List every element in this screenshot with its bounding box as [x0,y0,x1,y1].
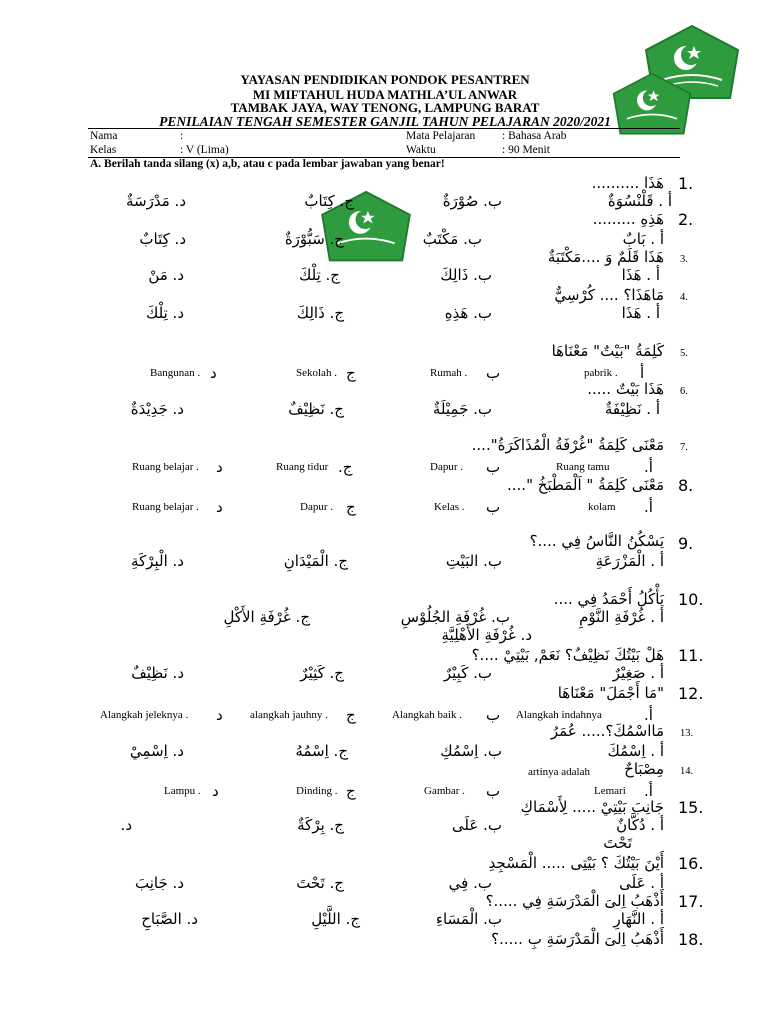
option-a: أ . قَلْنْسُوَةٌ [607,192,672,210]
question-number: 14. [680,766,694,777]
option-c: ج. غُرْفَةِ الأَكْلِ [223,608,310,626]
question-number: 5. [680,348,688,359]
option-c-letter: ج [346,498,356,516]
option-c: ج. اللَّيْلِ [311,910,360,928]
option-b-letter: ب [486,498,501,516]
option-d: Ruang belajar . [132,501,199,513]
option-a: أ . عَلَى [619,874,664,892]
option-b: Rumah . [430,367,468,379]
option-d-text: تَحْتَ [603,834,632,852]
option-c: alangkah jauhny . [250,709,328,721]
question-text: جَانِبَ بَيْتِيْ ..... لِأَسْمَاكِ [520,798,664,816]
option-a-letter: أ. [644,782,653,800]
option-b: ب. الْمَسَاءِ [435,910,502,928]
question-number: 11. [678,646,704,665]
question-text: مَااسْمُكَ؟..... عُمَرُ [550,722,664,740]
question-number: 15. [678,798,704,817]
question-number: 4. [680,292,688,303]
option-c: Sekolah . [296,367,337,379]
question-text: يَأْكُلُ أَحْمَدُ فِي .... [553,590,664,608]
question-text: يَسْكُنُ النَّاسُ فِي ....؟ [529,532,664,550]
option-d-letter: د [210,364,217,382]
question-text: هَذِهِ ......... [592,210,664,228]
option-c: ج. سَبُّوْرَةٌ [284,230,344,248]
kelas-value: : V (Lima) [180,144,229,156]
option-b-letter: ب [486,364,501,382]
question-number: 16. [678,854,704,873]
option-d: Alangkah jeleknya . [100,709,189,721]
option-a-letter: أ [640,364,645,382]
option-a: أ . نَظِيْفَةٌ [604,400,660,418]
option-a: أ . هَذَا [621,304,660,322]
option-d: د. كِتَابٌ [139,230,186,248]
header-address: TAMBAK JAYA, WAY TENONG, LAMPUNG BARAT [230,100,540,115]
question-text: أَذْهَبُ اِلىَ الْمَدْرَسَةِ فِي .....؟ [485,892,664,910]
option-d: د. نَظِيْفٌ [131,664,184,682]
option-a: أ . الْمَزْرَعَةِ [595,552,664,570]
option-c: Dinding . [296,785,338,797]
option-d-letter: د [216,706,223,724]
option-b: Dapur . [430,461,463,473]
question-text: "مَا أَجْمَلَ" مَعْنَاهَا [557,684,664,702]
option-d-letter: د [216,498,223,516]
option-b: ب. عَلَى [451,816,502,834]
option-c-letter: ج [346,364,356,382]
option-b: Kelas . [434,501,465,513]
question-number: 3. [680,254,688,265]
option-c: Dapur . [300,501,333,513]
option-d: Ruang belajar . [132,461,199,473]
question-text: مَعْنَى كَلِمَةُ " اَلْمَطْبَخُ ".... [507,476,664,494]
option-c: ج. كِتَابٌ [304,192,354,210]
option-a: أ . بَابٌ [622,230,664,248]
question-number: 10. [678,590,704,609]
option-c-letter: ج [346,782,356,800]
question-text: مِصْبَاحٌ [624,760,664,778]
option-d: د. تِلْكَ [146,304,184,322]
option-a: أ . دُكَّانٌ [616,816,664,834]
option-a: أ . صَغِيْرٌ [612,664,664,682]
option-b: ب. ذَالِكَ [440,266,492,284]
option-d-letter: د [216,458,223,476]
option-a: Alangkah indahnya [516,709,602,721]
nama-label: Nama [90,130,118,142]
option-d: د. غُرْفَةِ الأَهْلِيَّةِ [441,626,532,644]
question-text: هَذَا قَلَمٌ وَ ....مَكْتَبَةٌ [547,248,664,266]
option-b: ب. فِي [448,874,492,892]
option-b: ب. غُرْفَةِ الجُلُوْسِ [400,608,510,626]
option-c: ج. بِرْكَةٌ [297,816,344,834]
option-d: د. جَانِبَ [135,874,184,892]
option-c: ج. كَثِيْرٌ [300,664,344,682]
option-c: ج. الْمَيْدَانِ [283,552,348,570]
option-b: Gambar . [424,785,465,797]
question-text: أَيْنَ بَيْتُكَ ؟ بَيْتِى ..... الْمَسْجِدِ [488,854,664,872]
option-d: د. الْبِرْكَةِ [131,552,184,570]
option-b-letter: ب [486,458,501,476]
question-number: 9. [678,534,694,553]
option-b: ب. جَمِيْلَةٌ [432,400,492,418]
header-foundation: YAYASAN PENDIDIKAN PONDOK PESANTREN [240,72,530,87]
option-d-letter: د [212,782,219,800]
mapel-label: Mata Pelajaran [406,130,476,142]
option-a: أ . هَذَا [621,266,660,284]
question-text: كَلِمَةُ "بَيْتٌ" مَعْنَاهَا [551,342,664,360]
option-b: ب. كَبِيْرٌ [443,664,492,682]
question-number: 18. [678,930,704,949]
option-a: pabrik . [584,367,618,379]
option-b: Alangkah baik . [392,709,462,721]
question-number: 7. [680,442,688,453]
option-c: ج. تِلْكَ [298,266,340,284]
option-d: د. مَنْ [148,266,184,284]
option-b: ب. اِسْمُكِ [440,742,502,760]
option-a: أ . غُرْفَةِ النَّوْمِ [579,608,664,626]
kelas-label: Kelas [90,144,117,156]
option-a: kolam [588,501,616,513]
question-number: 17. [678,892,704,911]
option-b-letter: ب [486,706,501,724]
option-c: ج. اِسْمُهُ [295,742,348,760]
option-a: أ . النَّهَارِ [613,910,664,928]
waktu-label: Waktu [406,144,436,156]
question-text: مَعْنَى كَلِمَةُ "غُرْفَةُ الْمُذَاكَرَةُ".... [471,436,664,454]
option-d: د. جَدِيْدَةٌ [130,400,184,418]
option-b: ب. مَكْتَبٌ [422,230,482,248]
question-text: مَاهَذَا؟ .... كُرْسِيٌّ [554,286,664,304]
option-c: ج. ذَالِكَ [296,304,344,322]
option-c: ج. نَظِيْفٌ [288,400,344,418]
question-text: أَذْهَبُ اِلىَ الْمَدْرَسَةِ بِ .....؟ [491,930,664,948]
question-number: 12. [678,684,704,703]
option-c: ج. تَحْتَ [296,874,344,892]
option-a-letter: أ. [644,458,653,476]
question-text-latin: artinya adalah [528,766,590,778]
option-d: Bangunan . [150,367,201,379]
option-b: ب. هَذِهِ [444,304,492,322]
option-d: د. مَدْرَسَةٌ [126,192,186,210]
option-d: د. [120,816,132,834]
option-a-letter: أ. [644,498,653,516]
question-text: هَذَا .......... [591,174,664,192]
nama-value: : [180,130,184,142]
question-number: 6. [680,386,688,397]
option-b-letter: ب [486,782,501,800]
waktu-value: : 90 Menit [502,144,550,156]
instruction: A. Berilah tanda silang (x) a,b, atau c pada lembar jawaban yang benar! [90,158,445,170]
option-c-letter: ج [346,706,356,724]
option-d: د. اِسْمِيْ [129,742,184,760]
option-b: ب. صُوْرَةٌ [442,192,502,210]
option-c: Ruang tidur [276,461,329,473]
header-exam-title: PENILAIAN TENGAH SEMESTER GANJIL TAHUN PELAJARAN 2020/2021 [159,114,611,129]
option-a: أ . اِسْمُكَ [607,742,664,760]
question-number: 2. [678,210,694,229]
option-a: Ruang tamu [556,461,610,473]
question-text: هَذَا بَيْتٌ ..... [587,380,664,398]
question-number: 1. [678,174,694,193]
option-a: Lemari [594,785,626,797]
question-text: هَلْ بَيْتُكَ نَظِيْفٌ؟ نَعَمْ, بَيْتِيْ ....؟ [471,646,664,664]
question-number: 13. [680,728,694,739]
header-school: MI MIFTAHUL HUDA MATHLA’UL ANWAR [252,87,518,102]
mapel-value: : Bahasa Arab [502,130,567,142]
option-b: ب. البَيْتِ [445,552,502,570]
header-divider [88,128,680,129]
option-d: Lampu . [164,785,201,797]
question-number: 8. [678,476,694,495]
option-a-letter: أ. [644,706,653,724]
option-d: د. الصَّبَاحِ [141,910,198,928]
option-c-letter: ج. [338,458,353,476]
